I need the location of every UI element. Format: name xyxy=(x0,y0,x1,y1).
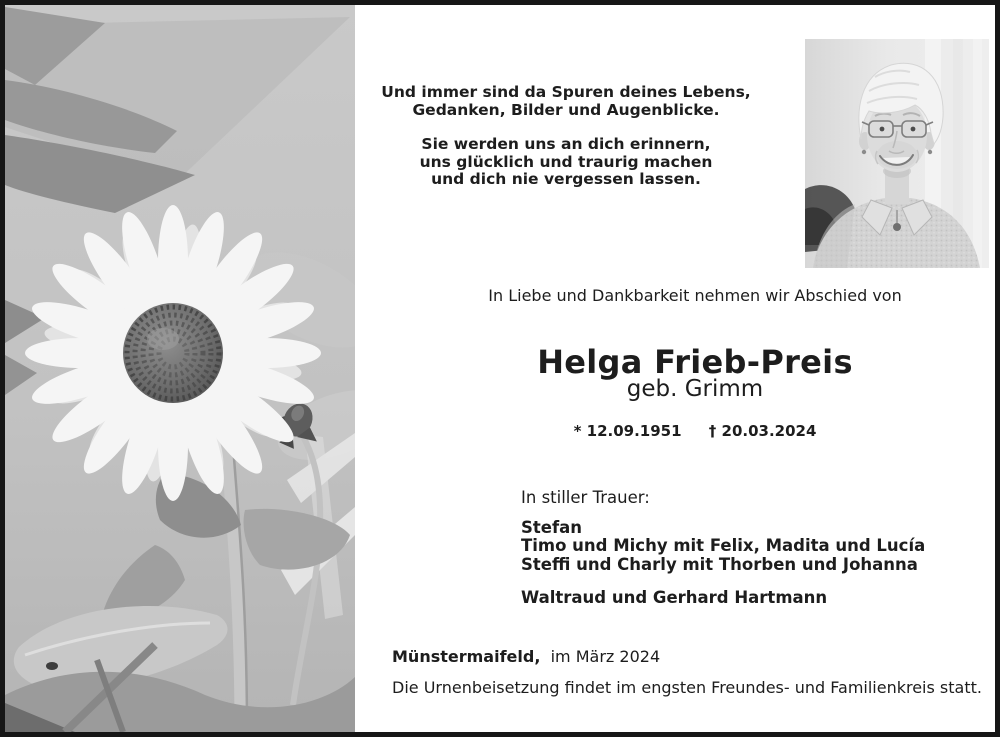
poem-paragraph xyxy=(360,84,772,119)
earring-left xyxy=(862,150,866,154)
sunflower-photo xyxy=(5,5,355,732)
burial-note: Die Urnenbeisetzung findet im engsten Freundes- und Familienkreis statt. xyxy=(392,678,982,697)
date: im März 2024 xyxy=(550,647,661,666)
eye-right xyxy=(911,127,916,132)
poem-paragraph xyxy=(360,136,772,189)
poem-line: Gedanken, Bilder und Augenblicke. xyxy=(412,100,720,119)
mourning-label: In stiller Trauer: xyxy=(521,488,650,507)
poem-line: uns glücklich und traurig machen xyxy=(419,152,713,171)
insect xyxy=(46,662,58,670)
farewell-intro: In Liebe und Dankbarkeit nehmen wir Abschied von xyxy=(488,286,902,305)
death-date: † 20.03.2024 xyxy=(708,422,817,440)
mourner-additional: Waltraud und Gerhard Hartmann xyxy=(521,588,828,607)
poem-line: Und immer sind da Spuren deines Lebens, xyxy=(381,83,751,101)
necklace-pendant xyxy=(893,223,901,231)
mourner-line: Timo und Michy mit Felix, Madita und Lucía xyxy=(521,536,926,556)
eye-left xyxy=(880,127,885,132)
poem-line: und dich nie vergessen lassen. xyxy=(431,170,701,188)
birth-date: * 12.09.1951 xyxy=(573,422,682,440)
portrait-photo xyxy=(805,39,989,268)
maiden-name: geb. Grimm xyxy=(626,376,764,402)
poem-line: Sie werden uns an dich erinnern, xyxy=(421,135,711,153)
life-dates xyxy=(394,422,996,440)
memorial-poem xyxy=(360,84,772,189)
deceased-name: Helga Frieb-Preis xyxy=(537,343,853,381)
place-and-date xyxy=(392,647,660,666)
mourner-line: Stefan xyxy=(521,518,583,537)
place: Münstermaifeld, xyxy=(392,647,541,666)
mourner-line: Steffi und Charly mit Thorben und Johanna xyxy=(521,554,918,574)
mourners-list xyxy=(521,519,925,574)
earring-right xyxy=(928,150,932,154)
sunflower-disc xyxy=(123,303,223,403)
